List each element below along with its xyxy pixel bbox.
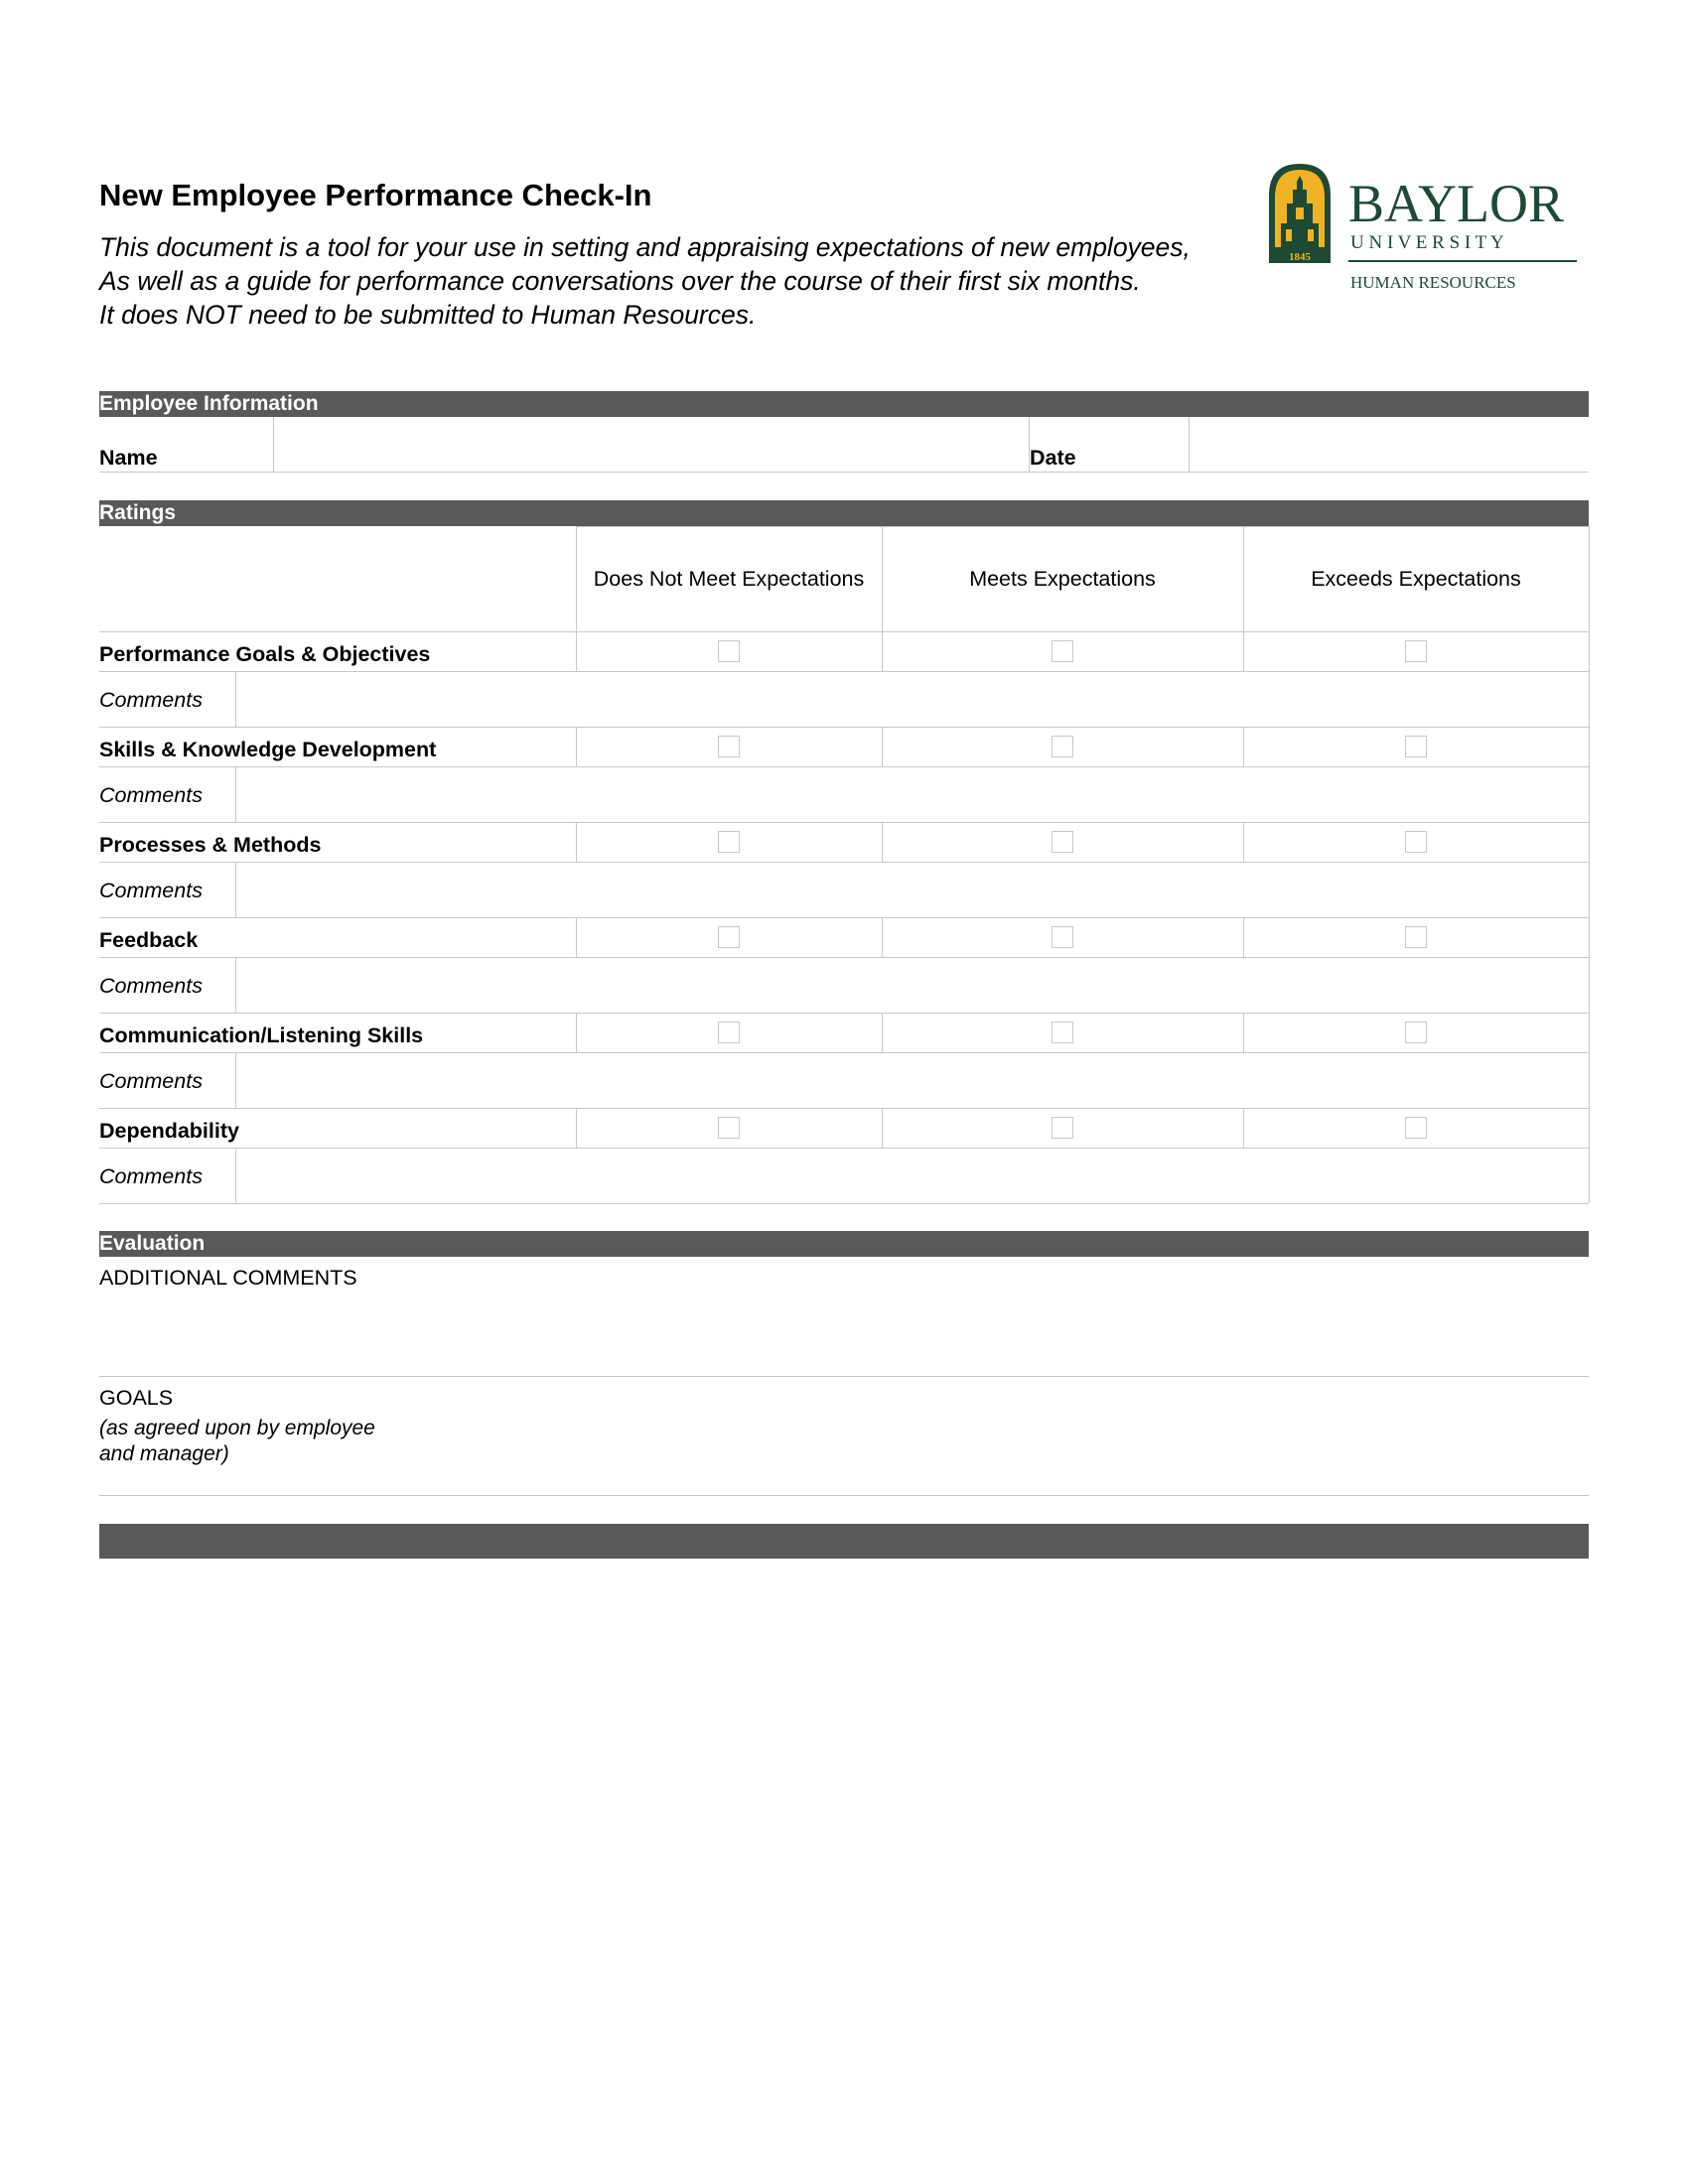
rating-checkbox[interactable] xyxy=(1405,831,1427,853)
rating-row-label: Communication/Listening Skills xyxy=(99,1024,424,1047)
rating-checkbox[interactable] xyxy=(1052,831,1073,853)
page-subtitle xyxy=(99,230,1191,332)
page-title: New Employee Performance Check-In xyxy=(99,178,652,212)
comments-label: Comments xyxy=(99,974,203,998)
rating-checkbox[interactable] xyxy=(1052,1022,1073,1043)
rating-checkbox[interactable] xyxy=(1405,736,1427,757)
rating-checkbox[interactable] xyxy=(1405,640,1427,662)
logo-name: BAYLOR xyxy=(1348,174,1565,233)
rating-row-label: Feedback xyxy=(99,928,199,952)
rating-column-header: Does Not Meet Expectations xyxy=(593,567,865,591)
comments-field[interactable] xyxy=(241,866,1583,913)
rating-row-label: Skills & Knowledge Development xyxy=(99,738,437,761)
rating-checkbox[interactable] xyxy=(718,1117,740,1139)
comments-field[interactable] xyxy=(241,675,1583,723)
rating-checkbox[interactable] xyxy=(1405,1022,1427,1043)
goals-note: (as agreed upon by employee xyxy=(99,1417,375,1439)
subtitle-line: It does NOT need to be submitted to Human Resources. xyxy=(99,300,757,330)
rating-checkbox[interactable] xyxy=(1405,926,1427,948)
subtitle-line: As well as a guide for performance conversations over the course of their first six months. xyxy=(99,266,1141,296)
footer-bar xyxy=(99,1524,1589,1559)
section-bar-evaluation: Evaluation xyxy=(99,1231,1589,1257)
baylor-logo xyxy=(1269,164,1587,298)
comments-field[interactable] xyxy=(241,961,1583,1009)
rating-column-header: Exceeds Expectations xyxy=(1311,567,1521,591)
rating-checkbox[interactable] xyxy=(1052,640,1073,662)
comments-field[interactable] xyxy=(241,1056,1583,1104)
goals-field[interactable] xyxy=(99,1495,1589,1496)
name-label: Name xyxy=(99,446,158,470)
comments-label: Comments xyxy=(99,688,203,712)
rating-checkbox[interactable] xyxy=(718,926,740,948)
logo-department: HUMAN RESOURCES xyxy=(1350,273,1516,292)
logo-year: 1845 xyxy=(1289,251,1311,263)
rating-checkbox[interactable] xyxy=(1405,1117,1427,1139)
bell-tower-icon xyxy=(1269,164,1331,263)
rating-checkbox[interactable] xyxy=(718,831,740,853)
goals-label: GOALS xyxy=(99,1386,174,1410)
section-bar-ratings: Ratings xyxy=(99,500,1589,526)
subtitle-line: This document is a tool for your use in setting and appraising expectations of new employees, xyxy=(99,232,1191,262)
rating-row-label: Processes & Methods xyxy=(99,833,322,857)
comments-label: Comments xyxy=(99,879,203,902)
rating-checkbox[interactable] xyxy=(1052,736,1073,757)
date-label: Date xyxy=(1030,446,1076,470)
comments-label: Comments xyxy=(99,1069,203,1093)
rating-column-header: Meets Expectations xyxy=(969,567,1156,591)
rating-checkbox[interactable] xyxy=(718,640,740,662)
additional-comments-label: ADDITIONAL COMMENTS xyxy=(99,1266,357,1290)
comments-field[interactable] xyxy=(241,1152,1583,1199)
comments-field[interactable] xyxy=(241,770,1583,818)
section-bar-employee-information: Employee Information xyxy=(99,391,1589,417)
logo-university: U N I V E R S I T Y xyxy=(1350,232,1504,253)
rating-checkbox[interactable] xyxy=(1052,1117,1073,1139)
rating-checkbox[interactable] xyxy=(718,1022,740,1043)
rating-row-label: Dependability xyxy=(99,1119,239,1143)
rating-row-label: Performance Goals & Objectives xyxy=(99,642,431,666)
additional-comments-field[interactable] xyxy=(99,1376,1589,1377)
comments-label: Comments xyxy=(99,783,203,807)
rating-checkbox[interactable] xyxy=(1052,926,1073,948)
goals-note: and manager) xyxy=(99,1442,229,1465)
comments-label: Comments xyxy=(99,1164,203,1188)
rating-checkbox[interactable] xyxy=(718,736,740,757)
